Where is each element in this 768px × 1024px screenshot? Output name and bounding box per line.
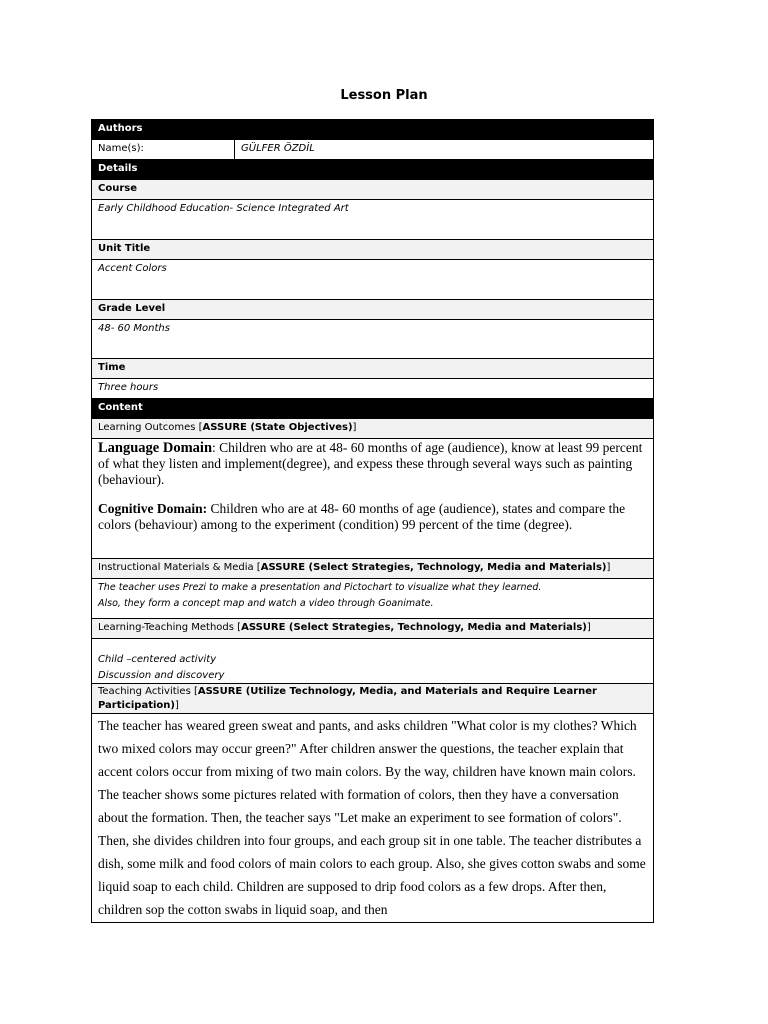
materials-body [92, 579, 653, 619]
unit-label: Unit Title [98, 243, 151, 254]
methods-body [92, 639, 653, 684]
cognitive-domain-text: Children who are at 48- 60 months of age (audience), states and compare the colors (behaviour) among to the experiment (condition) 99 percent of the time (degree). [98, 501, 626, 532]
authors-header [92, 120, 653, 140]
names-label: Name(s): [92, 140, 235, 159]
outcomes-label-row [92, 419, 653, 439]
activities-label-row [92, 684, 653, 714]
time-value-row [92, 379, 653, 399]
page-title: Lesson Plan [340, 88, 428, 103]
course-label: Course [98, 183, 137, 194]
language-domain-title: Language Domain [98, 440, 213, 456]
unit-value: Accent Colors [98, 263, 167, 274]
details-header-label: Details [98, 163, 138, 174]
course-value-row [92, 200, 653, 240]
language-domain-text: : Children who are at 48- 60 months of age (audience), know at least 99 percent of what they listen and implement(degree), and expess these through several ways such as painting (behaviour). [98, 440, 643, 487]
activities-label-close: ] [174, 700, 179, 711]
cognitive-domain-paragraph [98, 501, 647, 533]
methods-line-1: Child –centered activity [98, 654, 217, 665]
time-label-row [92, 359, 653, 379]
grade-label: Grade Level [98, 303, 166, 314]
grade-value-row [92, 320, 653, 359]
materials-line-2: Also, they form a concept map and watch a video through Goanimate. [98, 598, 434, 609]
outcomes-label-close: ] [352, 422, 357, 433]
names-value: GÜLFER ÖZDİL [241, 143, 315, 154]
course-value: Early Childhood Education- Science Integrated Art [98, 203, 349, 214]
names-row [92, 140, 653, 160]
methods-label-plain: Learning-Teaching Methods [ [98, 622, 242, 633]
activities-label-bold: ASSURE (Utilize Technology, Media, and Materials and Require Learner Participation) [98, 686, 597, 711]
activities-body [92, 714, 653, 922]
methods-line-2: Discussion and discovery [98, 670, 225, 681]
methods-label-close: ] [586, 622, 591, 633]
lesson-plan-table [91, 119, 654, 923]
time-label: Time [98, 362, 126, 373]
unit-value-row [92, 260, 653, 300]
outcomes-body [92, 439, 653, 559]
methods-label-bold: ASSURE (Select Strategies, Technology, Media and Materials) [241, 622, 587, 633]
details-header [92, 160, 653, 180]
outcomes-label-bold: ASSURE (State Objectives) [202, 422, 353, 433]
content-header-label: Content [98, 402, 143, 413]
content-header [92, 399, 653, 419]
grade-value: 48- 60 Months [98, 323, 170, 334]
activities-label-plain: Teaching Activities [ [98, 686, 198, 697]
course-label-row [92, 180, 653, 200]
materials-label-close: ] [606, 562, 611, 573]
materials-label-plain: Instructional Materials & Media [ [98, 562, 261, 573]
authors-header-label: Authors [98, 123, 143, 134]
unit-label-row [92, 240, 653, 260]
grade-label-row [92, 300, 653, 320]
outcomes-label-plain: Learning Outcomes [ [98, 422, 203, 433]
cognitive-domain-title: Cognitive Domain: [98, 501, 208, 516]
materials-label-bold: ASSURE (Select Strategies, Technology, Media and Materials) [260, 562, 607, 573]
materials-line-1: The teacher uses Prezi to make a presentation and Pictochart to visualize what they learned. [98, 582, 542, 593]
activities-text: The teacher has weared green sweat and pants, and asks children "What color is my clothes? Which two mixed colors may occur green?" After children answer the questions, the teacher explain that accent colors occur from mixing of two main colors. By the way, children have known main colors. The teacher shows some pictures related with formation of colors, then they have a conversation about the formation. Then, the teacher says "Let make an experiment to see formation of colors". Then, she divides children into four groups, and each group sit in one table. The teacher distributes a dish, some milk and food colors of main colors to each group. Also, she gives cotton swabs and some liquid soap to each child. Children are supposed to drip food colors as a few drops. After then, children sop the cotton swabs in liquid soap, and then [98, 718, 646, 917]
materials-label-row [92, 559, 653, 579]
language-domain-paragraph [98, 440, 647, 488]
time-value: Three hours [98, 382, 159, 393]
methods-label-row [92, 619, 653, 639]
